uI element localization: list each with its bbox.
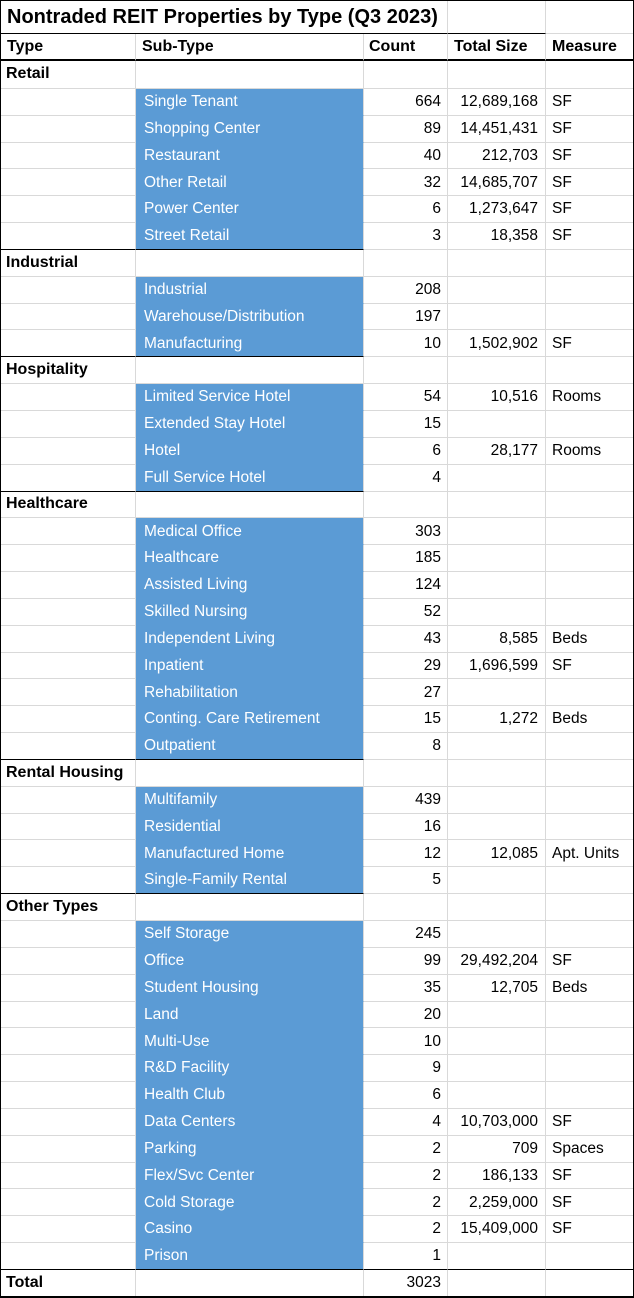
measure-cell[interactable]: SF xyxy=(546,142,633,169)
subtype-cell[interactable]: Outpatient xyxy=(136,732,364,759)
count-cell[interactable]: 27 xyxy=(364,678,448,705)
size-cell[interactable] xyxy=(448,571,546,598)
size-cell[interactable]: 10,703,000 xyxy=(448,1108,546,1135)
measure-cell[interactable] xyxy=(546,544,633,571)
subtype-cell[interactable]: Independent Living xyxy=(136,625,364,652)
measure-cell[interactable]: SF xyxy=(546,168,633,195)
size-cell[interactable]: 1,502,902 xyxy=(448,329,546,356)
type-cell[interactable] xyxy=(1,222,136,249)
subtype-cell[interactable]: Inpatient xyxy=(136,652,364,679)
type-cell[interactable] xyxy=(1,678,136,705)
type-cell[interactable]: Hospitality xyxy=(1,356,136,383)
type-cell[interactable] xyxy=(1,464,136,491)
count-cell[interactable]: 6 xyxy=(364,1081,448,1108)
count-cell[interactable] xyxy=(364,893,448,920)
size-cell[interactable] xyxy=(448,1081,546,1108)
measure-cell[interactable] xyxy=(546,249,633,276)
subtype-cell[interactable]: Healthcare xyxy=(136,544,364,571)
subtype-cell[interactable]: Manufacturing xyxy=(136,329,364,356)
type-cell[interactable] xyxy=(1,1027,136,1054)
data-row xyxy=(1,920,633,947)
data-row xyxy=(1,1242,633,1269)
count-cell[interactable]: 40 xyxy=(364,142,448,169)
size-cell[interactable] xyxy=(448,598,546,625)
size-cell[interactable]: 1,696,599 xyxy=(448,652,546,679)
empty-cell[interactable] xyxy=(448,1,546,34)
measure-cell[interactable] xyxy=(546,759,633,786)
count-cell[interactable] xyxy=(364,61,448,88)
type-cell[interactable] xyxy=(1,732,136,759)
group-row xyxy=(1,759,633,786)
type-cell[interactable] xyxy=(1,813,136,840)
table-title[interactable]: Nontraded REIT Properties by Type (Q3 2023) xyxy=(1,1,448,34)
subtype-cell[interactable]: Rehabilitation xyxy=(136,678,364,705)
subtype-cell[interactable]: Restaurant xyxy=(136,142,364,169)
total-row xyxy=(1,1269,633,1296)
measure-cell[interactable] xyxy=(546,571,633,598)
subtype-cell[interactable]: Industrial xyxy=(136,276,364,303)
empty-cell[interactable] xyxy=(546,1,633,34)
data-row xyxy=(1,813,633,840)
data-row xyxy=(1,329,633,356)
type-cell[interactable] xyxy=(1,920,136,947)
group-row xyxy=(1,491,633,518)
type-cell[interactable] xyxy=(1,1162,136,1189)
size-cell[interactable] xyxy=(448,1001,546,1028)
size-cell[interactable] xyxy=(448,544,546,571)
subtype-cell[interactable]: Health Club xyxy=(136,1081,364,1108)
subtype-cell[interactable]: Prison xyxy=(136,1242,364,1269)
count-cell[interactable]: 16 xyxy=(364,813,448,840)
data-row xyxy=(1,974,633,1001)
measure-cell[interactable] xyxy=(546,732,633,759)
size-cell[interactable] xyxy=(448,1027,546,1054)
type-cell[interactable] xyxy=(1,598,136,625)
count-cell[interactable]: 8 xyxy=(364,732,448,759)
type-cell[interactable] xyxy=(1,276,136,303)
measure-cell[interactable]: Apt. Units xyxy=(546,839,633,866)
type-cell[interactable] xyxy=(1,1001,136,1028)
size-cell[interactable]: 18,358 xyxy=(448,222,546,249)
measure-cell[interactable] xyxy=(546,1001,633,1028)
subtype-cell[interactable] xyxy=(136,61,364,88)
subtype-cell[interactable]: Assisted Living xyxy=(136,571,364,598)
data-row xyxy=(1,517,633,544)
subtype-cell[interactable]: Full Service Hotel xyxy=(136,464,364,491)
count-cell[interactable]: 32 xyxy=(364,168,448,195)
type-cell[interactable]: Industrial xyxy=(1,249,136,276)
type-cell[interactable] xyxy=(1,142,136,169)
group-row xyxy=(1,356,633,383)
measure-cell[interactable] xyxy=(546,786,633,813)
size-cell[interactable]: 709 xyxy=(448,1135,546,1162)
data-row xyxy=(1,652,633,679)
subtype-cell[interactable]: Land xyxy=(136,1001,364,1028)
data-row xyxy=(1,1054,633,1081)
type-cell[interactable] xyxy=(1,329,136,356)
type-cell[interactable]: Retail xyxy=(1,61,136,88)
subtype-cell[interactable]: Office xyxy=(136,947,364,974)
count-cell[interactable]: 439 xyxy=(364,786,448,813)
data-row xyxy=(1,464,633,491)
type-cell[interactable] xyxy=(1,437,136,464)
subtype-cell[interactable]: Cold Storage xyxy=(136,1188,364,1215)
subtype-cell[interactable]: Manufactured Home xyxy=(136,839,364,866)
count-cell[interactable]: 2 xyxy=(364,1215,448,1242)
count-cell[interactable]: 4 xyxy=(364,464,448,491)
type-cell[interactable] xyxy=(1,1135,136,1162)
total-label-cell[interactable]: Total xyxy=(1,1269,136,1296)
size-cell[interactable]: 12,705 xyxy=(448,974,546,1001)
size-cell[interactable]: 29,492,204 xyxy=(448,947,546,974)
type-cell[interactable] xyxy=(1,625,136,652)
size-cell[interactable] xyxy=(448,276,546,303)
measure-cell[interactable]: SF xyxy=(546,222,633,249)
type-cell[interactable] xyxy=(1,410,136,437)
measure-cell[interactable]: SF xyxy=(546,1162,633,1189)
group-row xyxy=(1,61,633,88)
count-cell[interactable] xyxy=(364,759,448,786)
data-row xyxy=(1,1081,633,1108)
column-header-count[interactable]: Count xyxy=(364,34,448,61)
size-cell[interactable] xyxy=(448,464,546,491)
count-cell[interactable]: 2 xyxy=(364,1188,448,1215)
size-cell[interactable] xyxy=(448,920,546,947)
measure-cell[interactable]: SF xyxy=(546,1108,633,1135)
subtype-cell[interactable]: Self Storage xyxy=(136,920,364,947)
size-cell[interactable]: 1,273,647 xyxy=(448,195,546,222)
count-cell[interactable]: 2 xyxy=(364,1135,448,1162)
type-cell[interactable] xyxy=(1,947,136,974)
count-cell[interactable]: 4 xyxy=(364,1108,448,1135)
count-cell[interactable]: 89 xyxy=(364,115,448,142)
size-cell[interactable]: 186,133 xyxy=(448,1162,546,1189)
count-cell[interactable]: 15 xyxy=(364,705,448,732)
data-row xyxy=(1,1215,633,1242)
measure-cell[interactable]: SF xyxy=(546,652,633,679)
data-row xyxy=(1,383,633,410)
measure-cell[interactable] xyxy=(546,1242,633,1269)
measure-cell[interactable] xyxy=(546,678,633,705)
count-cell[interactable]: 12 xyxy=(364,839,448,866)
subtype-cell[interactable]: Conting. Care Retirement xyxy=(136,705,364,732)
subtype-cell[interactable]: Hotel xyxy=(136,437,364,464)
size-cell[interactable] xyxy=(448,678,546,705)
measure-cell[interactable] xyxy=(546,920,633,947)
title-row xyxy=(1,1,633,34)
subtype-cell[interactable]: Residential xyxy=(136,813,364,840)
subtype-cell[interactable]: Warehouse/Distribution xyxy=(136,303,364,330)
count-cell[interactable]: 6 xyxy=(364,437,448,464)
subtype-cell[interactable] xyxy=(136,491,364,518)
measure-cell[interactable]: Rooms xyxy=(546,383,633,410)
measure-cell[interactable]: SF xyxy=(546,115,633,142)
size-cell[interactable] xyxy=(448,1242,546,1269)
measure-cell[interactable] xyxy=(546,598,633,625)
measure-cell[interactable]: SF xyxy=(546,329,633,356)
measure-cell[interactable] xyxy=(546,276,633,303)
subtype-cell[interactable] xyxy=(136,893,364,920)
column-header-measure[interactable]: Measure xyxy=(546,34,633,61)
subtype-cell[interactable]: Street Retail xyxy=(136,222,364,249)
size-cell[interactable] xyxy=(448,866,546,893)
count-cell[interactable]: 43 xyxy=(364,625,448,652)
measure-cell[interactable] xyxy=(546,410,633,437)
size-cell[interactable] xyxy=(448,1054,546,1081)
measure-cell[interactable] xyxy=(546,356,633,383)
count-cell[interactable]: 208 xyxy=(364,276,448,303)
measure-cell[interactable] xyxy=(546,1054,633,1081)
subtype-cell[interactable] xyxy=(136,356,364,383)
measure-cell[interactable]: Spaces xyxy=(546,1135,633,1162)
measure-cell[interactable]: Rooms xyxy=(546,437,633,464)
data-row xyxy=(1,195,633,222)
count-cell[interactable]: 35 xyxy=(364,974,448,1001)
data-row xyxy=(1,544,633,571)
size-cell[interactable] xyxy=(448,786,546,813)
count-cell[interactable] xyxy=(364,491,448,518)
empty-cell[interactable] xyxy=(136,1269,364,1296)
table-body xyxy=(1,61,633,1269)
size-cell[interactable] xyxy=(448,813,546,840)
size-cell[interactable] xyxy=(448,303,546,330)
measure-cell[interactable]: SF xyxy=(546,947,633,974)
data-row xyxy=(1,598,633,625)
type-cell[interactable] xyxy=(1,1108,136,1135)
subtype-cell[interactable]: Single-Family Rental xyxy=(136,866,364,893)
count-cell[interactable]: 52 xyxy=(364,598,448,625)
count-cell[interactable]: 6 xyxy=(364,195,448,222)
subtype-cell[interactable]: Parking xyxy=(136,1135,364,1162)
data-row xyxy=(1,947,633,974)
type-cell[interactable] xyxy=(1,115,136,142)
count-cell[interactable]: 1 xyxy=(364,1242,448,1269)
size-cell[interactable] xyxy=(448,759,546,786)
count-cell[interactable]: 664 xyxy=(364,88,448,115)
data-row xyxy=(1,1135,633,1162)
data-row xyxy=(1,1001,633,1028)
measure-cell[interactable] xyxy=(546,866,633,893)
group-row xyxy=(1,249,633,276)
size-cell[interactable]: 15,409,000 xyxy=(448,1215,546,1242)
count-cell[interactable]: 303 xyxy=(364,517,448,544)
type-cell[interactable] xyxy=(1,1215,136,1242)
type-cell[interactable] xyxy=(1,652,136,679)
data-row xyxy=(1,1027,633,1054)
measure-cell[interactable]: SF xyxy=(546,88,633,115)
count-cell[interactable]: 99 xyxy=(364,947,448,974)
type-cell[interactable] xyxy=(1,88,136,115)
size-cell[interactable]: 212,703 xyxy=(448,142,546,169)
type-cell[interactable] xyxy=(1,1081,136,1108)
size-cell[interactable]: 14,451,431 xyxy=(448,115,546,142)
measure-cell[interactable] xyxy=(546,61,633,88)
size-cell[interactable] xyxy=(448,249,546,276)
type-cell[interactable] xyxy=(1,168,136,195)
size-cell[interactable] xyxy=(448,893,546,920)
size-cell[interactable] xyxy=(448,410,546,437)
count-cell[interactable]: 10 xyxy=(364,1027,448,1054)
type-cell[interactable] xyxy=(1,544,136,571)
column-header-type[interactable]: Type xyxy=(1,34,136,61)
measure-cell[interactable] xyxy=(546,1027,633,1054)
measure-cell[interactable] xyxy=(546,517,633,544)
subtype-cell[interactable]: Student Housing xyxy=(136,974,364,1001)
header-row xyxy=(1,34,633,61)
data-row xyxy=(1,678,633,705)
measure-cell[interactable] xyxy=(546,491,633,518)
subtype-cell[interactable]: Single Tenant xyxy=(136,88,364,115)
subtype-cell[interactable]: Casino xyxy=(136,1215,364,1242)
count-cell[interactable]: 3 xyxy=(364,222,448,249)
type-cell[interactable] xyxy=(1,1188,136,1215)
data-row xyxy=(1,732,633,759)
data-row xyxy=(1,142,633,169)
type-cell[interactable] xyxy=(1,1054,136,1081)
subtype-cell[interactable] xyxy=(136,249,364,276)
type-cell[interactable] xyxy=(1,1242,136,1269)
data-row xyxy=(1,839,633,866)
size-cell[interactable] xyxy=(448,491,546,518)
type-cell[interactable] xyxy=(1,839,136,866)
size-cell[interactable]: 28,177 xyxy=(448,437,546,464)
type-cell[interactable] xyxy=(1,866,136,893)
column-header-total-size[interactable]: Total Size xyxy=(448,34,546,61)
data-row xyxy=(1,437,633,464)
type-cell[interactable] xyxy=(1,517,136,544)
type-cell[interactable] xyxy=(1,705,136,732)
count-cell[interactable]: 5 xyxy=(364,866,448,893)
measure-cell[interactable] xyxy=(546,1081,633,1108)
total-count-cell[interactable]: 3023 xyxy=(364,1269,448,1296)
count-cell[interactable]: 245 xyxy=(364,920,448,947)
data-row xyxy=(1,303,633,330)
size-cell[interactable]: 12,689,168 xyxy=(448,88,546,115)
subtype-cell[interactable] xyxy=(136,759,364,786)
subtype-cell[interactable]: Medical Office xyxy=(136,517,364,544)
count-cell[interactable]: 29 xyxy=(364,652,448,679)
count-cell[interactable]: 10 xyxy=(364,329,448,356)
type-cell[interactable]: Rental Housing xyxy=(1,759,136,786)
subtype-cell[interactable]: R&D Facility xyxy=(136,1054,364,1081)
size-cell[interactable]: 12,085 xyxy=(448,839,546,866)
measure-cell[interactable]: Beds xyxy=(546,974,633,1001)
count-cell[interactable]: 185 xyxy=(364,544,448,571)
count-cell[interactable]: 20 xyxy=(364,1001,448,1028)
data-row xyxy=(1,276,633,303)
data-row xyxy=(1,222,633,249)
subtype-cell[interactable]: Skilled Nursing xyxy=(136,598,364,625)
data-row xyxy=(1,571,633,598)
data-row xyxy=(1,168,633,195)
subtype-cell[interactable]: Data Centers xyxy=(136,1108,364,1135)
measure-cell[interactable] xyxy=(546,813,633,840)
data-row xyxy=(1,410,633,437)
data-row xyxy=(1,866,633,893)
type-cell[interactable] xyxy=(1,303,136,330)
measure-cell[interactable]: SF xyxy=(546,195,633,222)
count-cell[interactable]: 197 xyxy=(364,303,448,330)
count-cell[interactable]: 54 xyxy=(364,383,448,410)
measure-cell[interactable] xyxy=(546,464,633,491)
count-cell[interactable] xyxy=(364,356,448,383)
size-cell[interactable]: 14,685,707 xyxy=(448,168,546,195)
size-cell[interactable] xyxy=(448,732,546,759)
type-cell[interactable] xyxy=(1,974,136,1001)
data-row xyxy=(1,88,633,115)
measure-cell[interactable]: Beds xyxy=(546,705,633,732)
subtype-cell[interactable]: Multifamily xyxy=(136,786,364,813)
data-row xyxy=(1,1188,633,1215)
subtype-cell[interactable]: Other Retail xyxy=(136,168,364,195)
count-cell[interactable]: 15 xyxy=(364,410,448,437)
count-cell[interactable]: 9 xyxy=(364,1054,448,1081)
subtype-cell[interactable]: Flex/Svc Center xyxy=(136,1162,364,1189)
subtype-cell[interactable]: Multi-Use xyxy=(136,1027,364,1054)
subtype-cell[interactable]: Limited Service Hotel xyxy=(136,383,364,410)
group-row xyxy=(1,893,633,920)
size-cell[interactable] xyxy=(448,356,546,383)
measure-cell[interactable] xyxy=(546,893,633,920)
empty-cell[interactable] xyxy=(448,1269,546,1296)
data-row xyxy=(1,786,633,813)
size-cell[interactable]: 1,272 xyxy=(448,705,546,732)
size-cell[interactable]: 8,585 xyxy=(448,625,546,652)
count-cell[interactable]: 124 xyxy=(364,571,448,598)
subtype-cell[interactable]: Extended Stay Hotel xyxy=(136,410,364,437)
type-cell[interactable]: Healthcare xyxy=(1,491,136,518)
data-row xyxy=(1,705,633,732)
size-cell[interactable]: 2,259,000 xyxy=(448,1188,546,1215)
data-row xyxy=(1,625,633,652)
measure-cell[interactable]: Beds xyxy=(546,625,633,652)
type-cell[interactable] xyxy=(1,383,136,410)
data-row xyxy=(1,1108,633,1135)
type-cell[interactable] xyxy=(1,786,136,813)
type-cell[interactable] xyxy=(1,195,136,222)
empty-cell[interactable] xyxy=(546,1269,633,1296)
measure-cell[interactable]: SF xyxy=(546,1215,633,1242)
size-cell[interactable]: 10,516 xyxy=(448,383,546,410)
data-row xyxy=(1,115,633,142)
subtype-cell[interactable]: Power Center xyxy=(136,195,364,222)
subtype-cell[interactable]: Shopping Center xyxy=(136,115,364,142)
data-row xyxy=(1,1162,633,1189)
size-cell[interactable] xyxy=(448,517,546,544)
size-cell[interactable] xyxy=(448,61,546,88)
count-cell[interactable]: 2 xyxy=(364,1162,448,1189)
column-header-subtype[interactable]: Sub-Type xyxy=(136,34,364,61)
type-cell[interactable]: Other Types xyxy=(1,893,136,920)
measure-cell[interactable] xyxy=(546,303,633,330)
count-cell[interactable] xyxy=(364,249,448,276)
type-cell[interactable] xyxy=(1,571,136,598)
measure-cell[interactable]: SF xyxy=(546,1188,633,1215)
